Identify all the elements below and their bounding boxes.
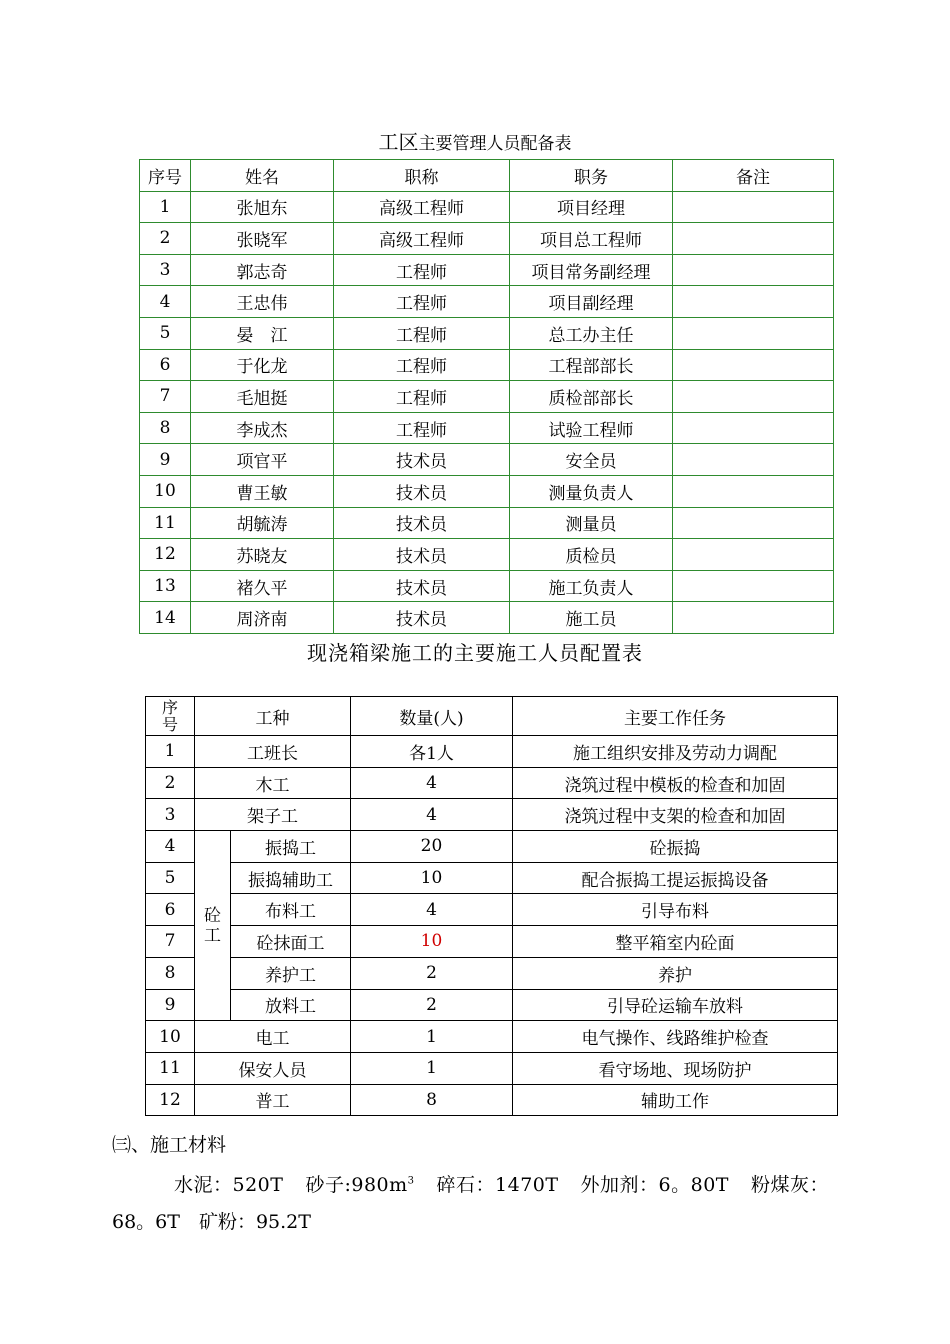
staff-table-title-rest: 主要管理人员配备表 xyxy=(418,134,572,154)
table-row xyxy=(146,1021,838,1053)
seq-cell: 7 xyxy=(140,381,191,413)
count-cell: 2 xyxy=(351,989,513,1021)
task-cell: 浇筑过程中支架的检查和加固 xyxy=(513,799,838,831)
staff-header-cell: 姓名 xyxy=(191,160,334,192)
position-cell: 项目常务副经理 xyxy=(510,254,673,286)
name-cell: 毛旭挺 xyxy=(191,381,334,413)
seq-cell: 3 xyxy=(140,254,191,286)
table-row xyxy=(146,1052,838,1084)
table-row xyxy=(140,602,834,634)
table-row xyxy=(140,223,834,255)
trade-cell: 工班长 xyxy=(195,736,351,768)
position-cell: 施工员 xyxy=(510,602,673,634)
name-cell: 王忠伟 xyxy=(191,286,334,318)
count-cell: 4 xyxy=(351,767,513,799)
seq-cell: 6 xyxy=(140,349,191,381)
trade-cell: 电工 xyxy=(195,1021,351,1053)
table-row xyxy=(140,381,834,413)
seq-cell: 2 xyxy=(140,223,191,255)
seq-cell: 5 xyxy=(146,862,195,894)
count-cell: 10 xyxy=(351,926,513,958)
task-cell: 引导砼运输车放料 xyxy=(513,989,838,1021)
seq-cell: 8 xyxy=(140,412,191,444)
name-cell: 李成杰 xyxy=(191,412,334,444)
seq-cell: 10 xyxy=(140,475,191,507)
table-row xyxy=(140,191,834,223)
trade-cell: 普工 xyxy=(195,1084,351,1116)
count-cell: 4 xyxy=(351,894,513,926)
remark-cell xyxy=(673,412,834,444)
trade-cell: 振捣工 xyxy=(231,831,351,863)
table-row xyxy=(146,736,838,768)
trade-cell: 砼抹面工 xyxy=(231,926,351,958)
name-cell: 苏晓友 xyxy=(191,539,334,571)
table-row xyxy=(140,412,834,444)
position-cell: 总工办主任 xyxy=(510,317,673,349)
table-row xyxy=(140,539,834,571)
position-cell: 质检员 xyxy=(510,539,673,571)
flyash-label: 粉煤灰： xyxy=(751,1174,830,1196)
name-cell: 张晓军 xyxy=(191,223,334,255)
name-cell: 项官平 xyxy=(191,444,334,476)
task-cell: 配合振捣工提运振捣设备 xyxy=(513,862,838,894)
name-cell: 于化龙 xyxy=(191,349,334,381)
seq-cell: 1 xyxy=(146,736,195,768)
worker-table xyxy=(145,696,838,1116)
seq-cell: 14 xyxy=(140,602,191,634)
seq-cell: 1 xyxy=(140,191,191,223)
header-seq: 序 号 xyxy=(146,697,195,736)
remark-cell xyxy=(673,444,834,476)
materials-heading: ㈢、施工材料 xyxy=(112,1134,227,1156)
seq-cell: 8 xyxy=(146,957,195,989)
title-cell: 工程师 xyxy=(334,412,510,444)
title-cell: 技术员 xyxy=(334,570,510,602)
position-cell: 施工负责人 xyxy=(510,570,673,602)
title-cell: 技术员 xyxy=(334,507,510,539)
trade-cell: 保安人员 xyxy=(195,1052,351,1084)
seq-cell: 9 xyxy=(146,989,195,1021)
title-cell: 工程师 xyxy=(334,349,510,381)
seq-cell: 11 xyxy=(146,1052,195,1084)
staff-header-cell: 序号 xyxy=(140,160,191,192)
materials-line-1 xyxy=(112,1170,872,1197)
remark-cell xyxy=(673,475,834,507)
count-cell: 10 xyxy=(351,862,513,894)
position-cell: 试验工程师 xyxy=(510,412,673,444)
count-cell: 4 xyxy=(351,799,513,831)
admixture-amount: 外加剂：6。80T xyxy=(580,1174,729,1196)
remark-cell xyxy=(673,602,834,634)
staff-table xyxy=(139,159,834,634)
trade-cell: 放料工 xyxy=(231,989,351,1021)
remark-cell xyxy=(673,381,834,413)
remark-cell xyxy=(673,570,834,602)
seq-cell: 5 xyxy=(140,317,191,349)
seq-cell: 11 xyxy=(140,507,191,539)
position-cell: 测量员 xyxy=(510,507,673,539)
table-row xyxy=(146,831,838,863)
group-label-2: 工 xyxy=(204,925,221,946)
seq-cell: 13 xyxy=(140,570,191,602)
table-row xyxy=(146,894,838,926)
count-cell: 1 xyxy=(351,1021,513,1053)
remark-cell xyxy=(673,539,834,571)
seq-cell: 4 xyxy=(140,286,191,318)
title-cell: 工程师 xyxy=(334,254,510,286)
trade-cell: 架子工 xyxy=(195,799,351,831)
trade-cell: 布料工 xyxy=(231,894,351,926)
seq-cell: 6 xyxy=(146,894,195,926)
remark-cell xyxy=(673,317,834,349)
table-row xyxy=(140,349,834,381)
trade-cell: 养护工 xyxy=(231,957,351,989)
staff-table-title xyxy=(0,126,950,155)
position-cell: 项目经理 xyxy=(510,191,673,223)
table-row xyxy=(146,926,838,958)
table-row xyxy=(140,254,834,286)
table-row xyxy=(140,507,834,539)
concrete-group-label xyxy=(195,831,231,1021)
seq-cell: 10 xyxy=(146,1021,195,1053)
count-cell: 8 xyxy=(351,1084,513,1116)
name-cell: 胡毓涛 xyxy=(191,507,334,539)
position-cell: 质检部部长 xyxy=(510,381,673,413)
name-cell: 周济南 xyxy=(191,602,334,634)
table-row xyxy=(140,286,834,318)
count-cell: 1 xyxy=(351,1052,513,1084)
seq-cell: 2 xyxy=(146,767,195,799)
table-row xyxy=(140,444,834,476)
table-row xyxy=(140,475,834,507)
position-cell: 项目总工程师 xyxy=(510,223,673,255)
title-cell: 高级工程师 xyxy=(334,223,510,255)
staff-table-title-prefix: 工区 xyxy=(378,130,419,154)
cement-amount: 水泥：520T xyxy=(174,1174,284,1196)
count-cell: 2 xyxy=(351,957,513,989)
header-trade: 工种 xyxy=(195,697,351,736)
table-row xyxy=(146,957,838,989)
trade-cell: 振捣辅助工 xyxy=(231,862,351,894)
task-cell: 电气操作、线路维护检查 xyxy=(513,1021,838,1053)
task-cell: 辅助工作 xyxy=(513,1084,838,1116)
name-cell: 曹王敏 xyxy=(191,475,334,507)
gravel-amount: 碎石：1470T xyxy=(436,1174,559,1196)
remark-cell xyxy=(673,349,834,381)
table-row xyxy=(146,989,838,1021)
materials-line-2: 68。6T 矿粉：95.2T xyxy=(112,1211,311,1233)
seq-cell: 12 xyxy=(146,1084,195,1116)
remark-cell xyxy=(673,286,834,318)
name-cell: 郭志奇 xyxy=(191,254,334,286)
title-cell: 工程师 xyxy=(334,381,510,413)
header-task: 主要工作任务 xyxy=(513,697,838,736)
table-row xyxy=(140,570,834,602)
table-row xyxy=(140,317,834,349)
title-cell: 工程师 xyxy=(334,286,510,318)
staff-header-cell: 备注 xyxy=(673,160,834,192)
staff-table-header-row xyxy=(140,160,834,192)
title-cell: 技术员 xyxy=(334,444,510,476)
task-cell: 砼振捣 xyxy=(513,831,838,863)
staff-header-cell: 职称 xyxy=(334,160,510,192)
seq-cell: 7 xyxy=(146,926,195,958)
header-count: 数量(人) xyxy=(351,697,513,736)
seq-cell: 3 xyxy=(146,799,195,831)
remark-cell xyxy=(673,254,834,286)
table-row xyxy=(146,767,838,799)
name-cell: 褚久平 xyxy=(191,570,334,602)
task-cell: 引导布料 xyxy=(513,894,838,926)
title-cell: 技术员 xyxy=(334,539,510,571)
title-cell: 技术员 xyxy=(334,602,510,634)
position-cell: 安全员 xyxy=(510,444,673,476)
worker-table-title: 现浇箱梁施工的主要施工人员配置表 xyxy=(307,641,643,665)
task-cell: 整平箱室内砼面 xyxy=(513,926,838,958)
seq-cell: 4 xyxy=(146,831,195,863)
name-cell: 张旭东 xyxy=(191,191,334,223)
table-row xyxy=(146,799,838,831)
task-cell: 看守场地、现场防护 xyxy=(513,1052,838,1084)
task-cell: 养护 xyxy=(513,957,838,989)
table-row xyxy=(146,862,838,894)
trade-cell: 木工 xyxy=(195,767,351,799)
table-row xyxy=(146,1084,838,1116)
title-cell: 技术员 xyxy=(334,475,510,507)
seq-cell: 12 xyxy=(140,539,191,571)
worker-table-header-row xyxy=(146,697,838,736)
count-cell: 各1人 xyxy=(351,736,513,768)
remark-cell xyxy=(673,223,834,255)
title-cell: 工程师 xyxy=(334,317,510,349)
sand-amount: 砂子$:980m^3$ xyxy=(305,1174,415,1196)
remark-cell xyxy=(673,507,834,539)
position-cell: 测量负责人 xyxy=(510,475,673,507)
position-cell: 项目副经理 xyxy=(510,286,673,318)
position-cell: 工程部部长 xyxy=(510,349,673,381)
task-cell: 施工组织安排及劳动力调配 xyxy=(513,736,838,768)
title-cell: 高级工程师 xyxy=(334,191,510,223)
seq-cell: 9 xyxy=(140,444,191,476)
group-label-1: 砼 xyxy=(204,905,221,926)
count-cell: 20 xyxy=(351,831,513,863)
remark-cell xyxy=(673,191,834,223)
staff-header-cell: 职务 xyxy=(510,160,673,192)
task-cell: 浇筑过程中模板的检查和加固 xyxy=(513,767,838,799)
name-cell: 晏 江 xyxy=(191,317,334,349)
